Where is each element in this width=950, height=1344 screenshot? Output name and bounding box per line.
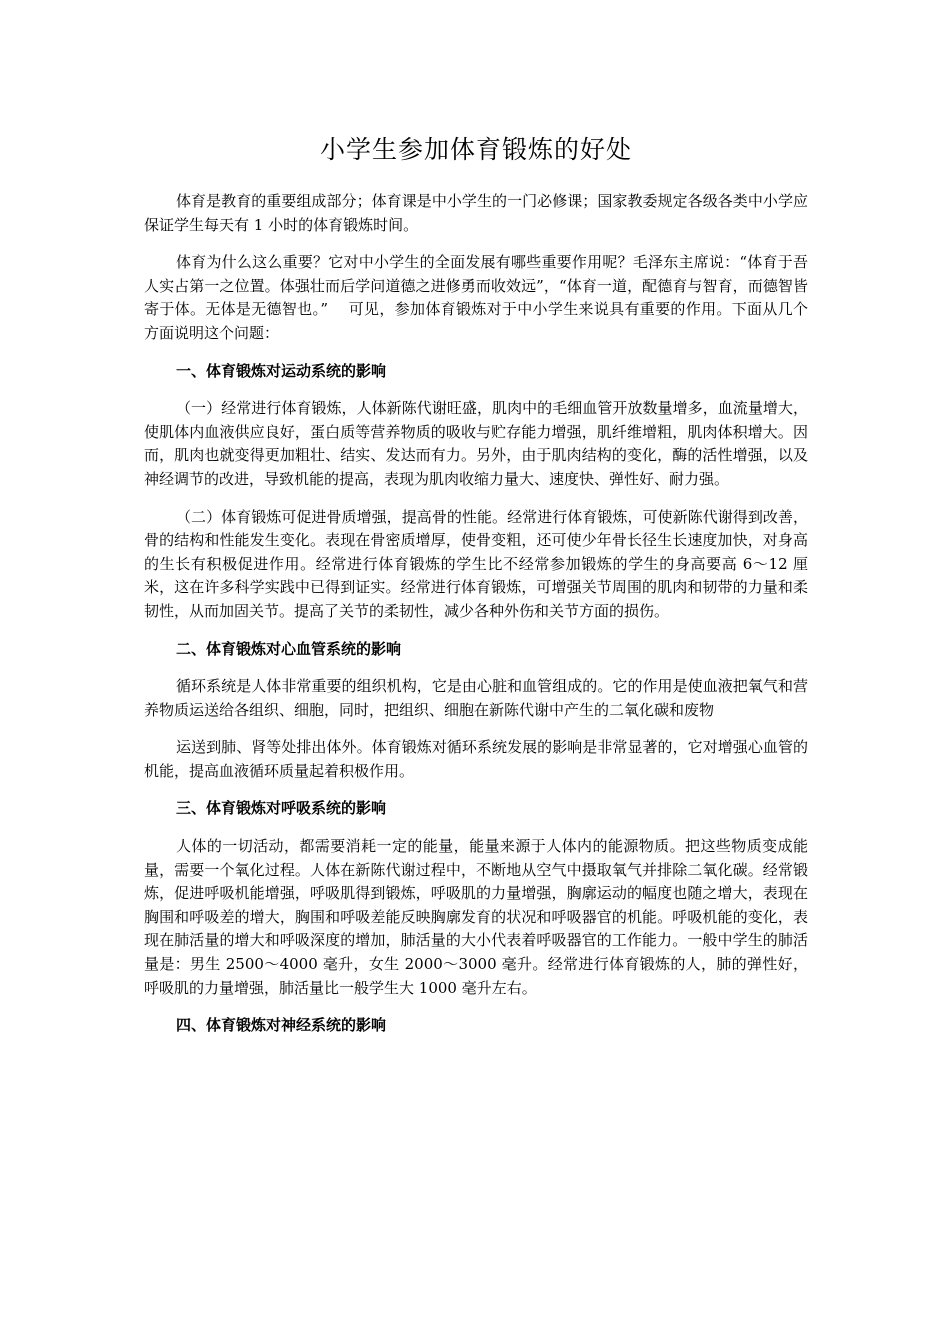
muscle-paragraph: （一）经常进行体育锻炼，人体新陈代谢旺盛，肌肉中的毛细血管开放数量增多，血流量增大，使肌体内血液供应良好，蛋白质等营养物质的吸收与贮存能力增强，肌纤维增粗，肌肉体积增大。因而，肌肉也就变得更加粗壮、结实、发达而有力。另外，由于肌肉结构的变化，酶的活性增强，以及神经调节的改进，导致机能的提高，表现为肌肉收缩力量大、速度快、弹性好、耐力强。	[144, 399, 808, 488]
section-heading-respiratory: 三、体育锻炼对呼吸系统的影响	[176, 799, 387, 818]
quote-paragraph: 体育为什么这么重要？它对中小学生的全面发展有哪些重要作用呢？毛泽东主席说：“体育于吾人实占第一之位置。体强壮而后学问道德之进修勇而收效远”，“体育一道，配德育与智育，而德智皆寄于体。无体是无德智也。” 可见，参加体育锻炼对于中小学生来说具有重要的作用。下面从几个方面说明这个问题：	[144, 253, 808, 342]
circulation-paragraph: 循环系统是人体非常重要的组织机构，它是由心脏和血管组成的。它的作用是使血液把氧气和营养物质运送给各组织、细胞，同时，把组织、细胞在新陈代谢中产生的二氧化碳和废物	[144, 677, 808, 719]
bone-paragraph: （二）体育锻炼可促进骨质增强，提高骨的性能。经常进行体育锻炼，可使新陈代谢得到改善，骨的结构和性能发生变化。表现在骨密质增厚，使骨变粗，还可使少年骨长径生长速度加快，对身高的生长有积极促进作用。经常进行体育锻炼的学生比不经常参加锻炼的学生的身高要高 6～12 厘米，这在许多科学实践中已得到证实。经常进行体育锻炼，可增强关节周围的肌肉和韧带的力量和柔韧性，从而加固关节。提高了关节的柔韧性，减少各种外伤和关节方面的损伤。	[144, 507, 808, 620]
intro-paragraph: 体育是教育的重要组成部分；体育课是中小学生的一门必修课；国家教委规定各级各类中小学应保证学生每天有 1 小时的体育锻炼时间。	[144, 192, 808, 234]
respiration-paragraph: 人体的一切活动，都需要消耗一定的能量，能量来源于人体内的能源物质。把这些物质变成能量，需要一个氧化过程。人体在新陈代谢过程中，不断地从空气中摄取氧气并排除二氧化碳。经常锻炼，促进呼吸机能增强，呼吸肌得到锻炼，呼吸肌的力量增强，胸廓运动的幅度也随之增大，表现在胸围和呼吸差的增大，胸围和呼吸差能反映胸廓发育的状况和呼吸器官的机能。呼吸机能的变化，表现在肺活量的增大和呼吸深度的增加，肺活量的大小代表着呼吸器官的工作能力。一般中学生的肺活量是：男生 2500～4000 毫升，女生 2000～3000 毫升。经常进行体育锻炼的人，肺的弹性好，呼吸肌的力量增强，肺活量比一般学生大 1000 毫升左右。	[144, 837, 808, 997]
section-heading-nervous: 四、体育锻炼对神经系统的影响	[176, 1016, 387, 1035]
section-heading-motor: 一、体育锻炼对运动系统的影响	[176, 361, 387, 380]
circulation-continued-paragraph: 运送到肺、肾等处排出体外。体育锻炼对循环系统发展的影响是非常显著的，它对增强心血管的机能，提高血液循环质量起着积极作用。	[144, 738, 808, 780]
section-heading-cardio: 二、体育锻炼对心血管系统的影响	[176, 639, 402, 658]
document-body	[144, 132, 808, 1052]
document-title: 小学生参加体育锻炼的好处	[319, 135, 632, 164]
